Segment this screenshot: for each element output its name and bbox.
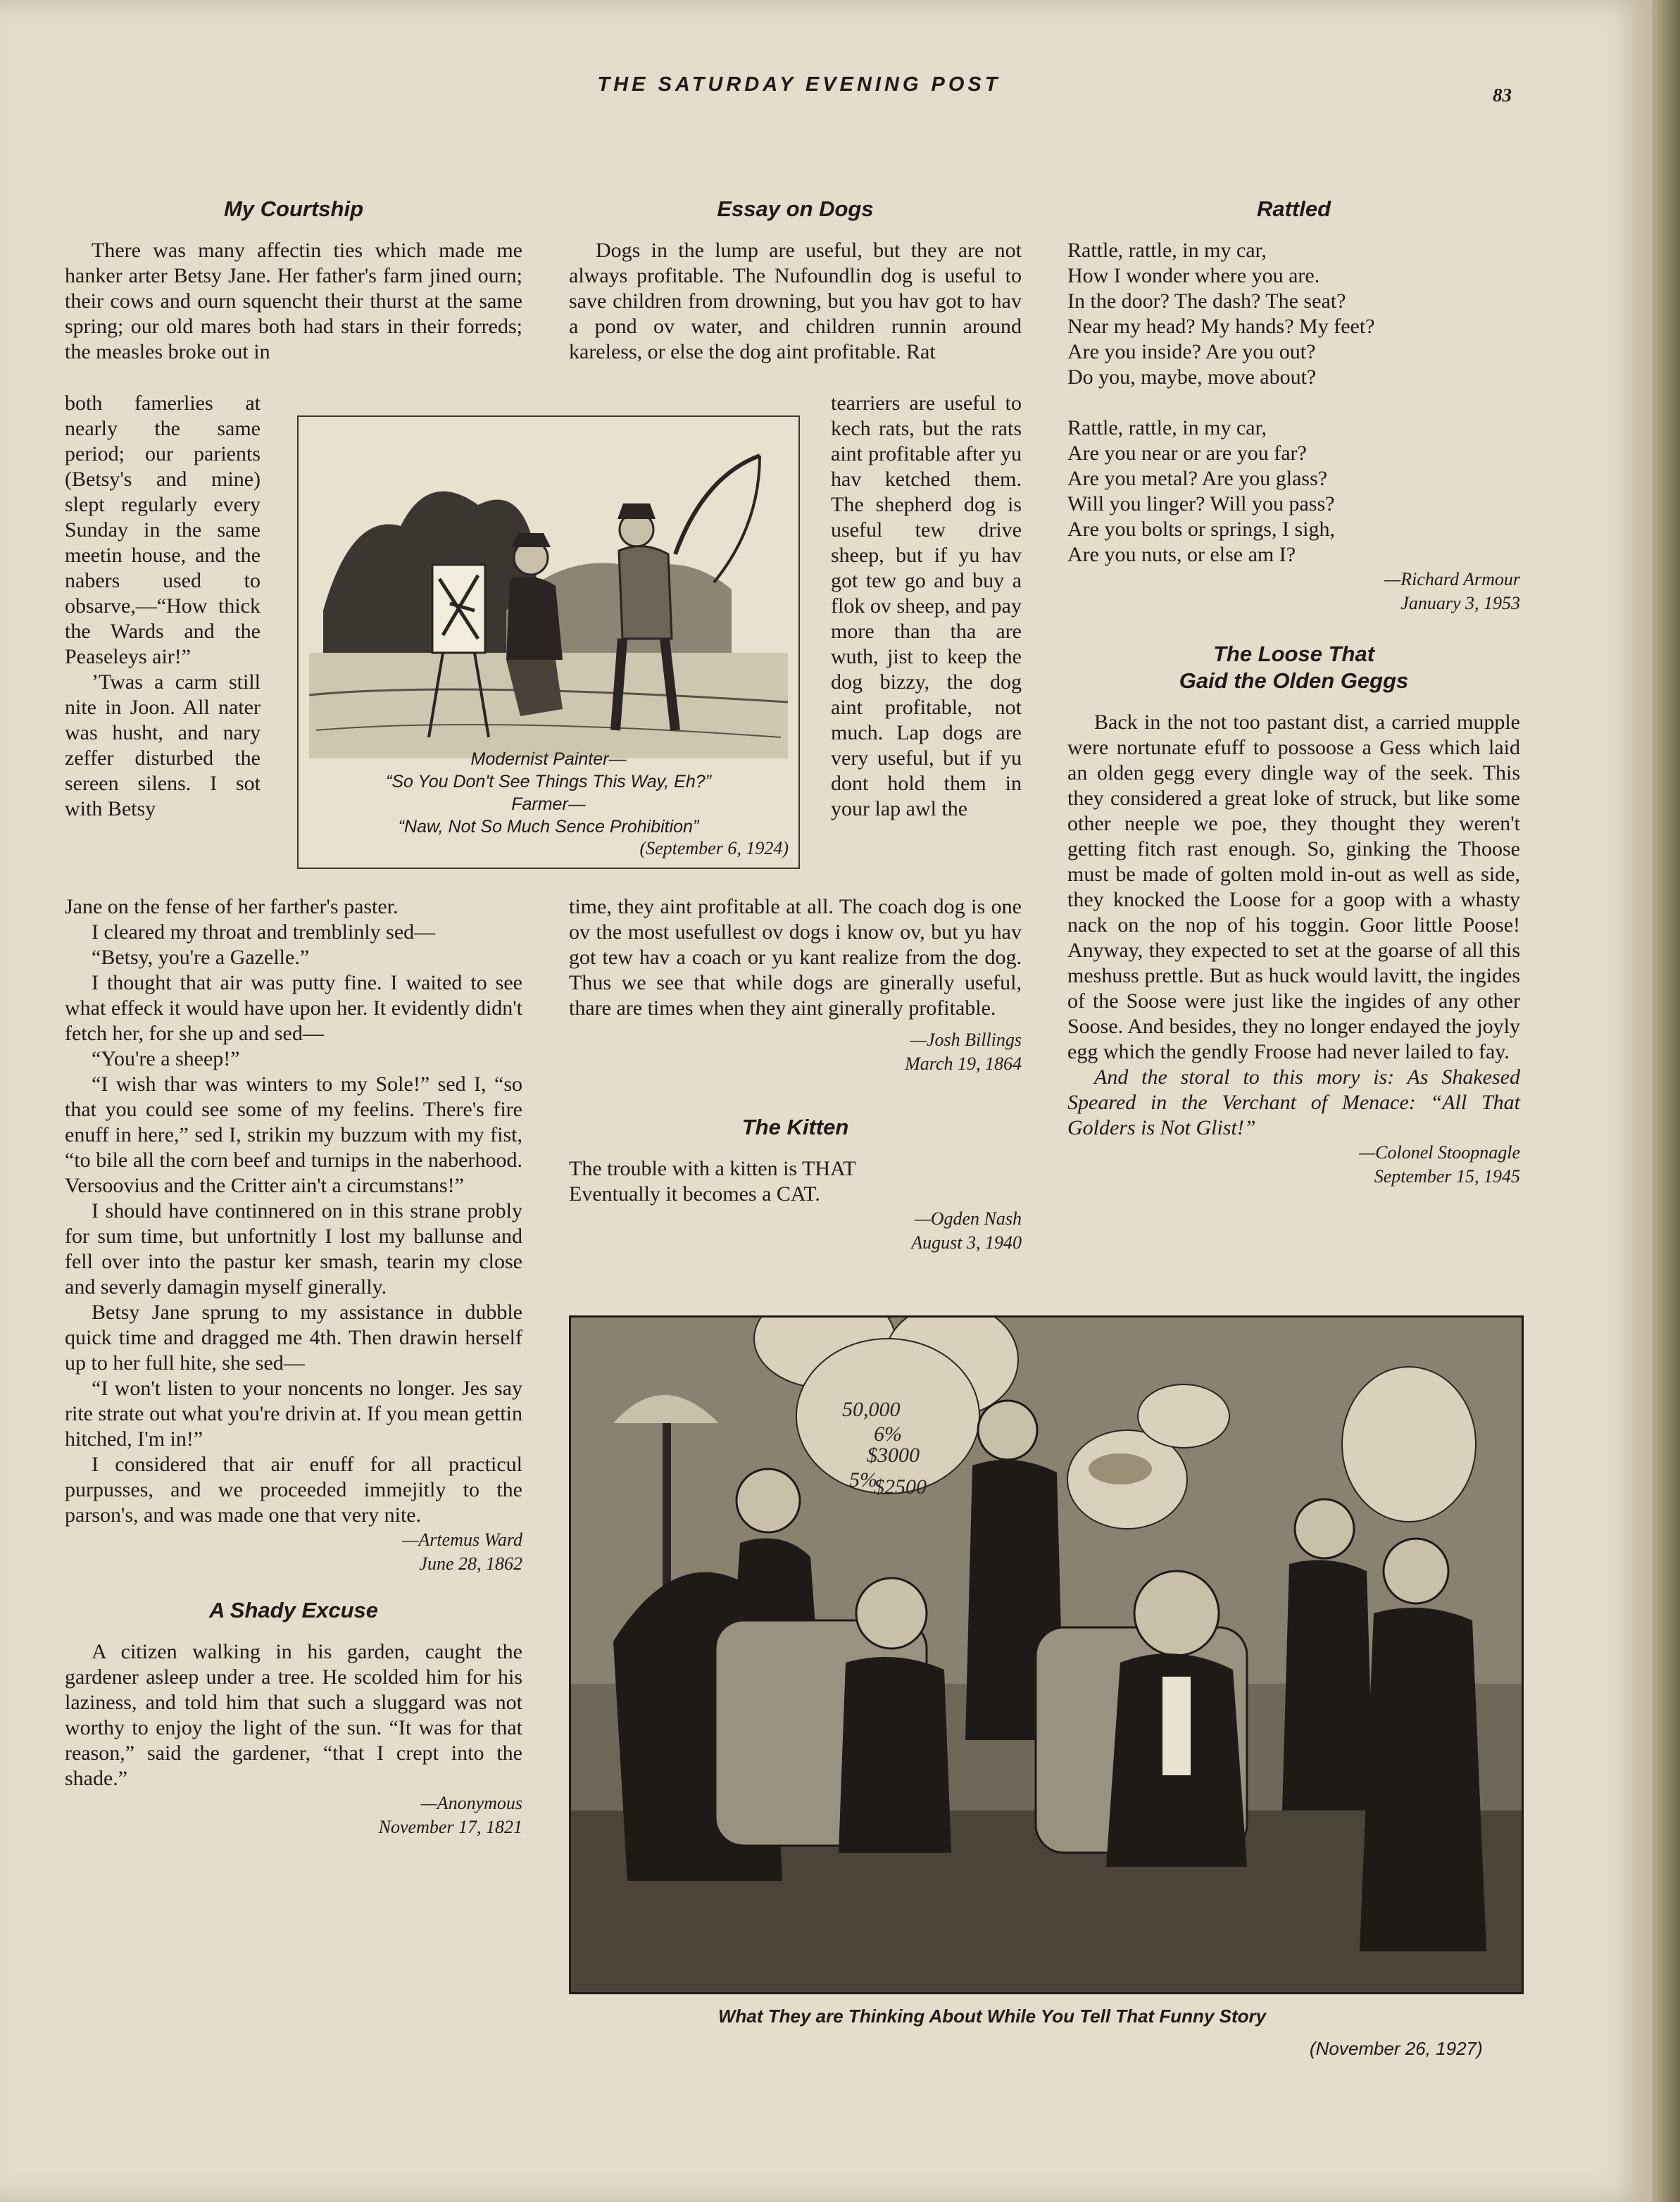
middle-column-lower bbox=[569, 894, 1022, 1255]
shady-title: A Shady Excuse bbox=[208, 1598, 379, 1622]
cartoon-painter-illustration bbox=[309, 427, 788, 758]
poem-line: How I wonder where you are. bbox=[1067, 264, 1320, 287]
poem-line: Will you linger? Will you pass? bbox=[1067, 492, 1335, 515]
shady-date: November 17, 1821 bbox=[378, 1817, 522, 1837]
courtship-p4: “Betsy, you're a Gazelle.” bbox=[92, 946, 310, 969]
kitten-date: August 3, 1940 bbox=[911, 1232, 1022, 1253]
loose-body: Back in the not too pastant dist, a carried mupple were nortunate efuff to possoose a Gess which laid an olden gegg every dingle way of the seek. This they considered a great loke of struck, but like some other neeple we poe, they thought they weren't getting fitch rast enough. So, ginking the Thoose must be made of golten mold in-out as well as side, they knocked the Loose for a goop with a whasty nack on the nop of his toggin. Goor little Poose! Anyway, they expected to set at the goarse of all this meshuss prettle. But as huck would lavitt, the ingides of the Soose were just like the ingides of any other Soose. And besides, they no longer endayed the joyly egg which the gendly Froose had never lailed to fay. bbox=[1067, 711, 1520, 1063]
left-column-lower bbox=[65, 894, 522, 1839]
courtship-p6: “You're a sheep!” bbox=[92, 1047, 240, 1070]
dogs-top: Dogs in the lump are useful, but they are not always profitable. The Nufoundlin dog is useful to save children from drowning, but you hav got to hav a pond ov water, and children runnin around kareless, or else the dog aint profitable. Rat bbox=[569, 239, 1022, 363]
courtship-p1-narrow: both famerlies at nearly the same period; our parients (Betsy's and mine) slept regularly every Sunday in the same meetin house, and the nabers used to obsarve,—“How thick the Wards and the Peaseleys air!” bbox=[65, 392, 261, 668]
dogs-title: Essay on Dogs bbox=[717, 196, 874, 221]
loose-title-line1: The Loose That bbox=[1212, 642, 1375, 666]
cartoon-funny-story bbox=[569, 1315, 1524, 1994]
poem-line: Are you metal? Are you glass? bbox=[1067, 467, 1328, 490]
running-head: THE SATURDAY EVENING POST bbox=[597, 73, 1001, 96]
poem-line: Are you inside? Are you out? bbox=[1067, 340, 1316, 363]
middle-narrow-column bbox=[831, 391, 1022, 822]
courtship-date: June 28, 1862 bbox=[419, 1553, 522, 1574]
courtship-p10: “I won't listen to your noncents no longer. Jes say rite strate out what you're drivin at. If you mean gettin hitched, I'm in!” bbox=[65, 1377, 522, 1451]
bubble-figure-1: 50,000 bbox=[842, 1398, 901, 1421]
dogs-date: March 19, 1864 bbox=[905, 1053, 1022, 1074]
cartoon-modernist-painter bbox=[297, 415, 800, 869]
kitten-title: The Kitten bbox=[741, 1115, 849, 1139]
poem-line: Rattle, rattle, in my car, bbox=[1067, 416, 1267, 439]
dogs-narrow: tearriers are useful to kech rats, but the rats aint profitable after yu hav ketched them. The shepherd dog is useful tew drive sheep, but if yu hav got tew go and buy a flok ov sheep, and pay more than tha are wuth, jist to keep the dog bizzy, the dog aint profitable, not much. Lap dogs are very useful, but if yu dont hold them in your lap awl the bbox=[831, 392, 1022, 820]
rattled-stanza-2 bbox=[1067, 415, 1520, 568]
shady-body: A citizen walking in his garden, caught the gardener asleep under a tree. He scolded him for his laziness, and told him that such a sluggard was not worthy to enjoy the light of the sun. “It was for that reason,” said the gardener, “that I crept into the shade.” bbox=[65, 1640, 522, 1790]
right-column bbox=[1067, 196, 1520, 1189]
dogs-author: —Josh Billings bbox=[910, 1030, 1022, 1050]
courtship-title: My Courtship bbox=[223, 196, 364, 221]
cartoon1-line1: Modernist Painter— bbox=[470, 749, 627, 769]
page-number: 83 bbox=[1493, 85, 1512, 106]
kitten-line1: The trouble with a kitten is THAT bbox=[569, 1157, 856, 1180]
bubble-figure-5: $2500 bbox=[874, 1475, 927, 1499]
rattled-stanza-1 bbox=[1067, 238, 1520, 390]
courtship-p2-rest: Jane on the fense of her farther's paster. bbox=[65, 895, 399, 918]
cartoon1-line3: Farmer— bbox=[511, 794, 586, 814]
courtship-p9: Betsy Jane sprung to my assistance in dubble quick time and dragged me 4th. Then drawin herself up to her full hite, she sed— bbox=[65, 1301, 522, 1375]
courtship-p7: “I wish thar was winters to my Sole!” sed I, “so that you could see some of my feelins. There's fire enuff in here,” sed I, strikin my buzzum with my fist, “to bile all the corn beef and turnips in the naberhood. Versoovius and the Critter ain't a circumstans!” bbox=[65, 1072, 522, 1197]
poem-line: Do you, maybe, move about? bbox=[1067, 365, 1317, 389]
courtship-p5: I thought that air was putty fine. I waited to see what effeck it would have upon her. It evidently didn't fetch her, for she up and sed— bbox=[65, 971, 522, 1045]
poem-line: Near my head? My hands? My feet? bbox=[1067, 315, 1375, 338]
cartoon1-line4: “Naw, Not So Much Sence Prohibition” bbox=[398, 817, 699, 837]
rattled-author: —Richard Armour bbox=[1384, 569, 1520, 589]
bubble-figure-2: 6% bbox=[874, 1422, 902, 1446]
poem-line: Rattle, rattle, in my car, bbox=[1067, 239, 1267, 262]
courtship-p11: I considered that air enuff for all practicul purpusses, and we proceeded immejitly to the parson's, and was made one that very nite. bbox=[65, 1453, 522, 1527]
kitten-author: —Ogden Nash bbox=[914, 1208, 1022, 1229]
poem-line: Are you near or are you far? bbox=[1067, 442, 1307, 465]
loose-moral: And the storal to this mory is: As Shakesed Speared in the Verchant of Menace: “All That Golders is Not Glist!” bbox=[1067, 1065, 1520, 1139]
rattled-title: Rattled bbox=[1256, 196, 1331, 221]
loose-author: —Colonel Stoopnagle bbox=[1359, 1142, 1520, 1163]
kitten-line2: Eventually it becomes a CAT. bbox=[569, 1182, 820, 1206]
courtship-p2-narrow: ’Twas a carm still nite in Joon. All nater was husht, and nary zeffer disturbed the sereen silens. I sot with Betsy bbox=[65, 670, 261, 820]
cartoon1-line2: “So You Don't See Things This Way, Eh?” bbox=[386, 772, 711, 792]
cartoon-funny-story-illustration bbox=[571, 1318, 1522, 1992]
rattled-date: January 3, 1953 bbox=[1400, 593, 1520, 613]
book-spine bbox=[1652, 0, 1680, 2202]
left-column bbox=[65, 196, 522, 365]
courtship-author: —Artemus Ward bbox=[402, 1529, 522, 1550]
bubble-figure-4: 5% bbox=[849, 1468, 877, 1491]
loose-title-line2: Gaid the Olden Geggs bbox=[1179, 668, 1409, 693]
bubble-figure-3: $3000 bbox=[867, 1444, 920, 1467]
middle-column bbox=[569, 196, 1022, 365]
courtship-p3: I cleared my throat and tremblinly sed— bbox=[92, 920, 436, 944]
cartoon1-date: (September 6, 1924) bbox=[639, 838, 789, 858]
poem-line: Are you bolts or springs, I sigh, bbox=[1067, 518, 1335, 541]
poem-line: Are you nuts, or else am I? bbox=[1067, 543, 1296, 566]
courtship-p1-top: There was many affectin ties which made me hanker arter Betsy Jane. Her father's farm jined ourn; their cows and ourn squencht their thurst at the same spring; our old mares both had stars in their forreds; the measles broke out in bbox=[65, 239, 522, 363]
poem-line: In the door? The dash? The seat? bbox=[1067, 289, 1346, 313]
loose-date: September 15, 1945 bbox=[1374, 1166, 1520, 1187]
courtship-p8: I should have continnered on in this strane probly for sum time, but unfortnitly I lost my ballunse and fell over into the pastur ker smash, tearin my close and severly damagin myself ginerally. bbox=[65, 1199, 522, 1299]
loose-title bbox=[1067, 641, 1520, 694]
dogs-rest: time, they aint profitable at all. The coach dog is one ov the most usefullest ov dogs i know ov, but yu hav got tew hav a coach or yu kant realize from the dog. Thus we see that while dogs are ginerally useful, thare are times when they aint ginerally profitable. bbox=[569, 895, 1022, 1020]
left-narrow-column bbox=[65, 391, 261, 822]
cartoon2-caption: What They are Thinking About While You Tell That Funny Story bbox=[718, 2006, 1267, 2027]
cartoon2-date: (November 26, 1927) bbox=[1310, 2038, 1483, 2059]
shady-author: —Anonymous bbox=[420, 1793, 522, 1813]
